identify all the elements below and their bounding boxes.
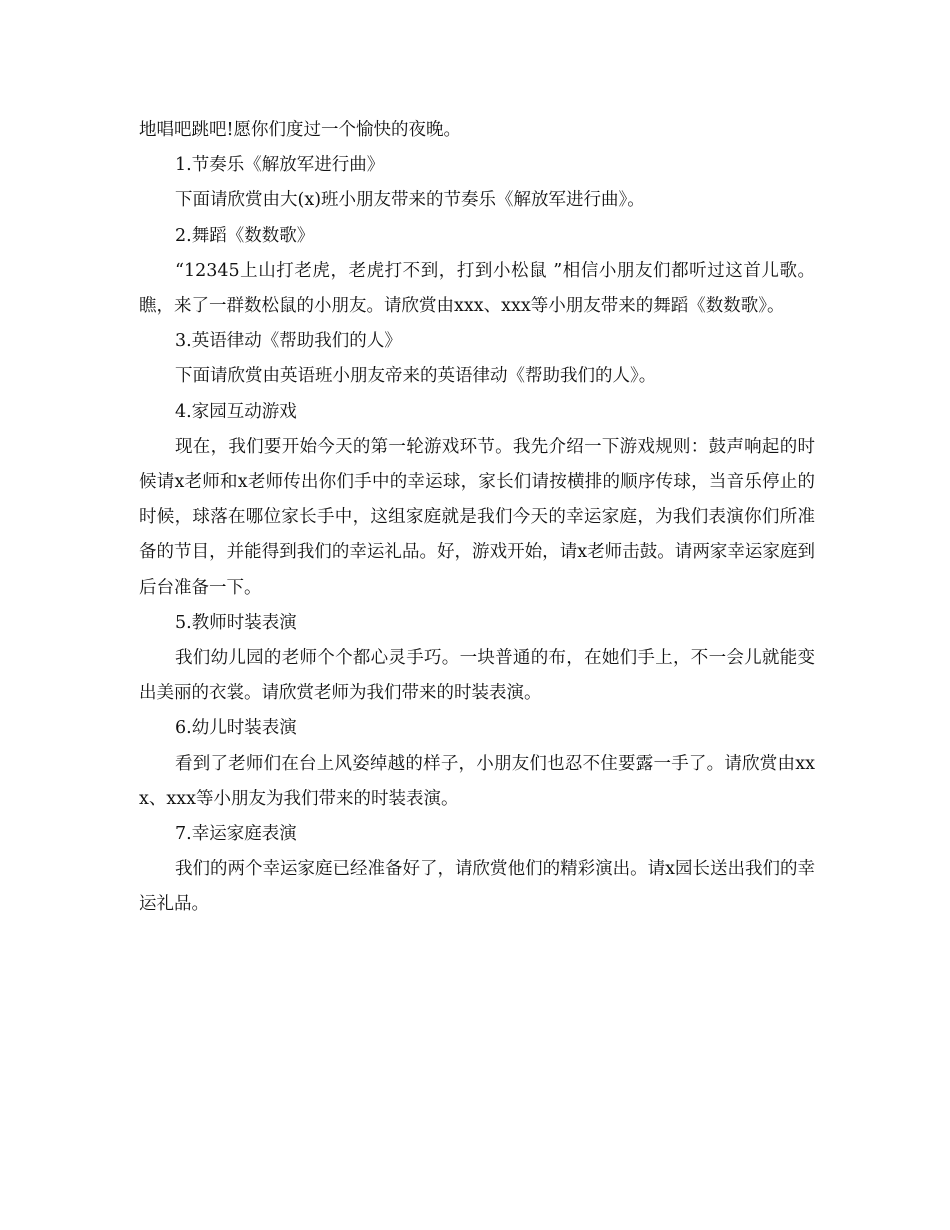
paragraph-dance: “12345上山打老虎，老虎打不到，打到小松鼠 ”相信小朋友们都听过这首儿歌。瞧，来了一群数松鼠的小朋友。请欣赏由xxx、xxx等小朋友带来的舞蹈《数数歌》。: [139, 260, 815, 317]
section-heading-rhythm-music: 1.节奏乐《解放军进行曲》: [175, 155, 385, 176]
section-heading-dance: 2.舞蹈《数数歌》: [175, 225, 315, 246]
paragraph-lucky-family: 我们的两个幸运家庭已经准备好了，请欣赏他们的精彩演出。请x园长送出我们的幸运礼品。: [139, 859, 815, 915]
paragraph-teacher-fashion: 我们幼儿园的老师个个都心灵手巧。一块普通的布，在她们手上，不一会儿就能变出美丽的衣裳。请欣赏老师为我们带来的时装表演。: [139, 648, 815, 704]
section-heading-lucky-family: 7.幸运家庭表演: [175, 824, 297, 845]
section-heading-child-fashion: 6.幼儿时装表演: [175, 718, 297, 739]
paragraph-family-game: 现在，我们要开始今天的第一轮游戏环节。我先介绍一下游戏规则：鼓声响起的时候请x老师和x老师传出你们手中的幸运球，家长们请按横排的顺序传球，当音乐停止的时候，球落在哪位家长手中，这组家庭就是我们今天的幸运家庭，为我们表演你们所准备的节目，并能得到我们的幸运礼品。好，游戏开始，请x老师击鼓。请两家幸运家庭到后台准备一下。: [139, 436, 815, 598]
section-heading-family-game: 4.家园互动游戏: [175, 401, 297, 422]
paragraph-child-fashion: 看到了老师们在台上风姿绰越的样子，小朋友们也忍不住要露一手了。请欣赏由xxx、xxx等小朋友为我们带来的时装表演。: [139, 753, 815, 809]
paragraph-rhythm-music: 下面请欣赏由大(x)班小朋友带来的节奏乐《解放军进行曲》。: [175, 190, 645, 211]
document-body: [139, 113, 815, 923]
section-heading-english-rhythm: 3.英语律动《帮助我们的人》: [175, 331, 402, 352]
paragraph-continuation: 地唱吧跳吧!愿你们度过一个愉快的夜晚。: [139, 120, 462, 140]
paragraph-english-rhythm: 下面请欣赏由英语班小朋友帝来的英语律动《帮助我们的人》。: [175, 366, 657, 387]
section-heading-teacher-fashion: 5.教师时装表演: [175, 612, 297, 633]
